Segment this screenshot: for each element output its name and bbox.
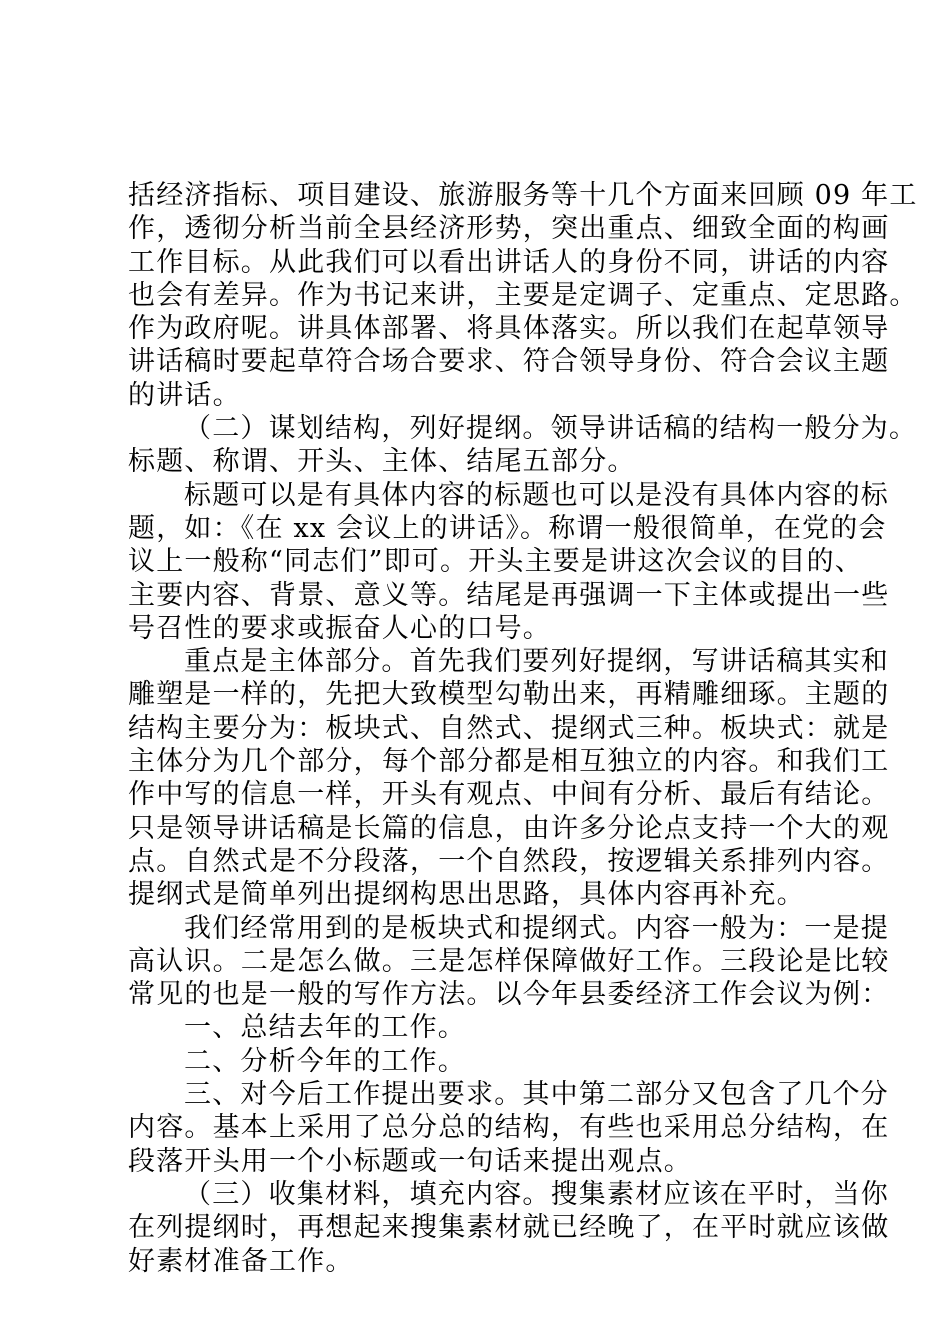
text-line: 的讲话。 [128,379,241,411]
text-line: 高认识。二是怎么做。三是怎样保障做好工作。三段论是比较 [128,945,890,977]
text-line: 重点是主体部分。首先我们要列好提纲，写讲话稿其实和 [184,646,889,678]
text-line: 好素材准备工作。 [128,1245,354,1277]
text-line: 标题、称谓、开头、主体、结尾五部分。 [128,446,636,478]
body-text [128,179,918,1278]
text-line: 雕塑是一样的，先把大致模型勾勒出来，再精雕细琢。主题的 [128,679,890,711]
text-line: 号召性的要求或振奋人心的口号。 [128,612,551,644]
text-line: 提纲式是简单列出提纲构思出思路，具体内容再补充。 [128,879,805,911]
text-line: 内容。基本上采用了总分总的结构，有些也采用总分结构，在 [128,1112,890,1144]
text-line: 只是领导讲话稿是长篇的信息，由许多分论点支持一个大的观 [128,812,890,844]
text-line: 讲话稿时要起草符合场合要求、符合领导身份、符合会议主题 [128,346,890,378]
text-line: 标题可以是有具体内容的标题也可以是没有具体内容的标 [184,479,889,511]
text-line: 结构主要分为：板块式、自然式、提纲式三种。板块式：就是 [128,712,890,744]
text-line: 主要内容、背景、意义等。结尾是再强调一下主体或提出一些 [128,579,890,611]
text-line: 三、对今后工作提出要求。其中第二部分又包含了几个分 [184,1079,889,1111]
text-line: 点。自然式是不分段落，一个自然段，按逻辑关系排列内容。 [128,845,890,877]
text-line: （三）收集材料，填充内容。搜集素材应该在平时，当你 [184,1178,889,1210]
text-line: 我们经常用到的是板块式和提纲式。内容一般为：一是提 [184,912,889,944]
text-line: 段落开头用一个小标题或一句话来提出观点。 [128,1145,692,1177]
text-line: 作，透彻分析当前全县经济形势，突出重点、细致全面的构画 [128,213,890,245]
text-line: 作中写的信息一样，开头有观点、中间有分析、最后有结论。 [128,779,890,811]
text-line: 题，如：《在 xx 会议上的讲话》。称谓一般很简单，在党的会 [128,512,887,544]
text-line: 括经济指标、项目建设、旅游服务等十几个方面来回顾 09 年工 [128,180,918,211]
text-line: 二、分析今年的工作。 [184,1045,466,1077]
text-line: 主体分为几个部分，每个部分都是相互独立的内容。和我们工 [128,746,890,778]
text-line: 也会有差异。作为书记来讲，主要是定调子、定重点、定思路。 [128,279,918,311]
text-line: （二）谋划结构，列好提纲。领导讲话稿的结构一般分为。 [184,413,918,445]
text-line: 一、总结去年的工作。 [184,1012,466,1044]
text-line: 工作目标。从此我们可以看出讲话人的身份不同，讲话的内容 [128,246,890,278]
text-line: 作为政府呢。讲具体部署、将具体落实。所以我们在起草领导 [128,313,890,345]
text-line: 在列提纲时，再想起来搜集素材就已经晚了，在平时就应该做 [128,1212,890,1244]
text-line: 议上一般称“同志们”即可。开头主要是讲这次会议的目的、 [128,546,864,578]
text-line: 常见的也是一般的写作方法。以今年县委经济工作会议为例： [128,979,890,1011]
